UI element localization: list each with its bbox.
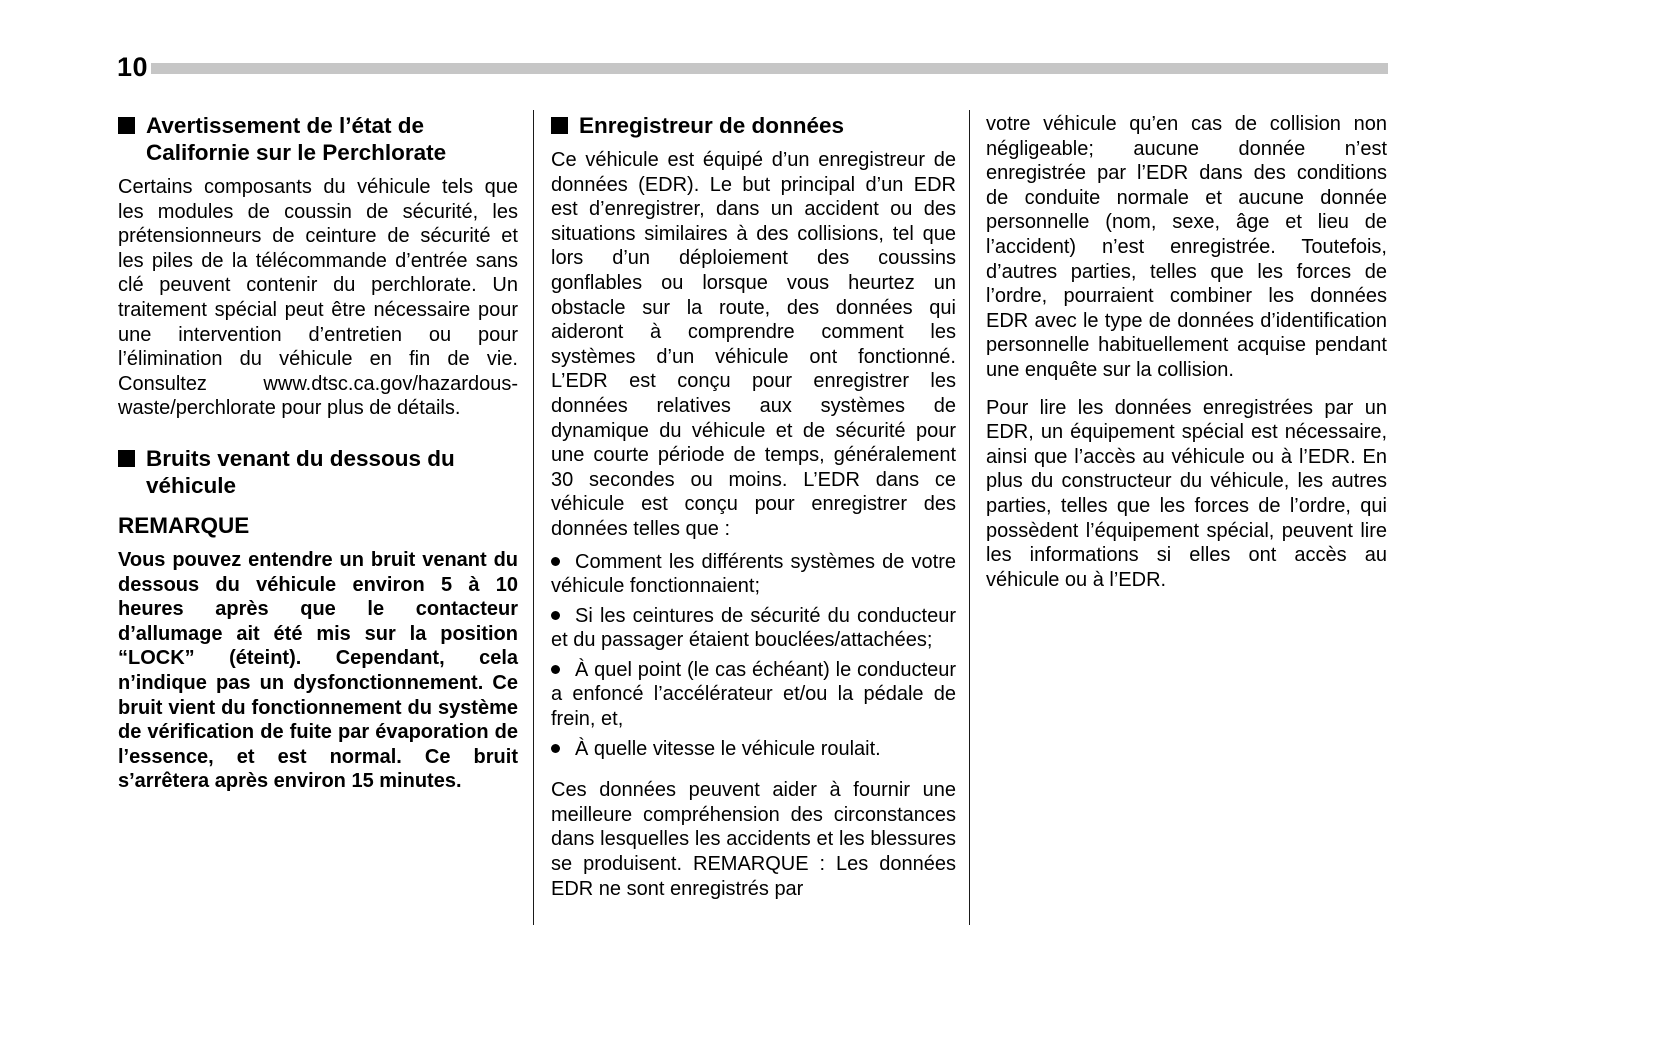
perchlorate-paragraph: Certains composants du véhicule tels que les modules de coussin de sécurité, les prétensionneurs de ceinture de sécurité et les piles de la télécommande d’entrée sans clé peuvent contenir du perchlorate. Un traitement spécial peut être nécessaire pour une intervention d’entretien ou pour l’élimination du véhicule en fin de vie. Consultez www.dtsc.ca.gov/hazardous-waste/perchlorate pour plus de détails. bbox=[118, 176, 518, 420]
edr-list-item bbox=[551, 604, 956, 653]
list-item-text: Si les ceintures de sécurité du conducteur et du passager étaient bouclées/attachées; bbox=[551, 604, 956, 652]
section-heading-text: Bruits venant du dessous du véhicule bbox=[146, 445, 455, 498]
section-marker-icon bbox=[118, 117, 135, 134]
note-heading: REMARQUE bbox=[118, 512, 250, 538]
list-item-text: À quel point (le cas échéant) le conducteur a enfoncé l’accélérateur et/ou la pédale de frein, et, bbox=[551, 658, 956, 731]
edr-reading-paragraph: Pour lire les données enregistrées par un EDR, un équipement spécial est nécessaire, ainsi que l’accès au véhicule ou à l’EDR. En plus du constructeur du véhicule, les autres parties, telles que les forces de l’ordre, qui possèdent l’équipement spécial, peuvent lire les informations si elles ont accès au véhicule ou à l’EDR. bbox=[986, 396, 1387, 591]
section-heading-text: Enregistreur de données bbox=[579, 113, 845, 138]
edr-intro-paragraph: Ce véhicule est équipé d’un enregistreur de données (EDR). Le but principal d’un EDR est d’enregistrer, dans un accident ou des situations similaires à des collisions, tel que lors d’un déploiement des coussins gonflables ou lorsque vous heurtez un obstacle sur la route, des données qui aideront à comprendre comment les systèmes d’un véhicule ont fonctionné. L’EDR est conçu pour enregistrer les données relatives aux systèmes de dynamique du véhicule et de sécurité pour une courte période de temps, généralement 30 secondes ou moins. L’EDR dans ce véhicule est conçu pour enregistrer des données telles que : bbox=[551, 149, 956, 540]
section-marker-icon bbox=[118, 450, 135, 467]
edr-list-item bbox=[551, 550, 956, 599]
edr-data-list bbox=[551, 550, 956, 762]
header-rule bbox=[151, 63, 1388, 74]
section-marker-icon bbox=[551, 117, 568, 134]
edr-continuation-paragraph: votre véhicule qu’en cas de collision non négligeable; aucune donnée n’est enregistrée par l’EDR dans des conditions de conduite normale et aucune donnée personnelle (nom, sexe, âge et lieu de l’accident) n’est enregistrée. Toutefois, d’autres parties, telles que les forces de l’ordre, pourraient combiner les données EDR avec le type de données d’identification personnelle habituellement acquise pendant une enquête sur la collision. bbox=[986, 113, 1387, 381]
column-right bbox=[986, 112, 1387, 592]
note-paragraph: Vous pouvez entendre un bruit venant du dessous du véhicule environ 5 à 10 heures après que le contacteur d’allumage ait été mis sur la position “LOCK” (éteint). Cependant, cela n’indique pas un dysfonctionnement. Ce bruit vient du fonctionnement du système de vérification de fuite par évaporation de l’essence, et est normal. Ce bruit s’arrêtera après environ 15 minutes. bbox=[118, 548, 518, 793]
bullet-icon bbox=[551, 744, 560, 753]
list-item-text: À quelle vitesse le véhicule roulait. bbox=[575, 737, 881, 760]
list-item-text: Comment les différents systèmes de votre véhicule fonctionnaient; bbox=[551, 550, 956, 598]
bullet-icon bbox=[551, 557, 560, 566]
section-heading-perchlorate bbox=[118, 112, 518, 166]
edr-list-item bbox=[551, 737, 956, 762]
column-middle bbox=[551, 112, 956, 901]
column-divider bbox=[969, 110, 970, 925]
bullet-icon bbox=[551, 665, 560, 674]
edr-list-item bbox=[551, 658, 956, 732]
section-heading-edr bbox=[551, 112, 956, 139]
bullet-icon bbox=[551, 611, 560, 620]
section-heading-underbody-noise bbox=[118, 445, 518, 499]
page-number: 10 bbox=[117, 52, 149, 82]
edr-context-paragraph: Ces données peuvent aider à fournir une meilleure compréhension des circonstances dans lesquelles les accidents et les blessures se produisent. REMARQUE : Les données EDR ne sont enregistrés par bbox=[551, 779, 956, 900]
column-left bbox=[118, 112, 518, 794]
section-heading-text: Avertissement de l’état de Californie sur le Perchlorate bbox=[146, 113, 447, 165]
column-divider bbox=[533, 110, 534, 925]
